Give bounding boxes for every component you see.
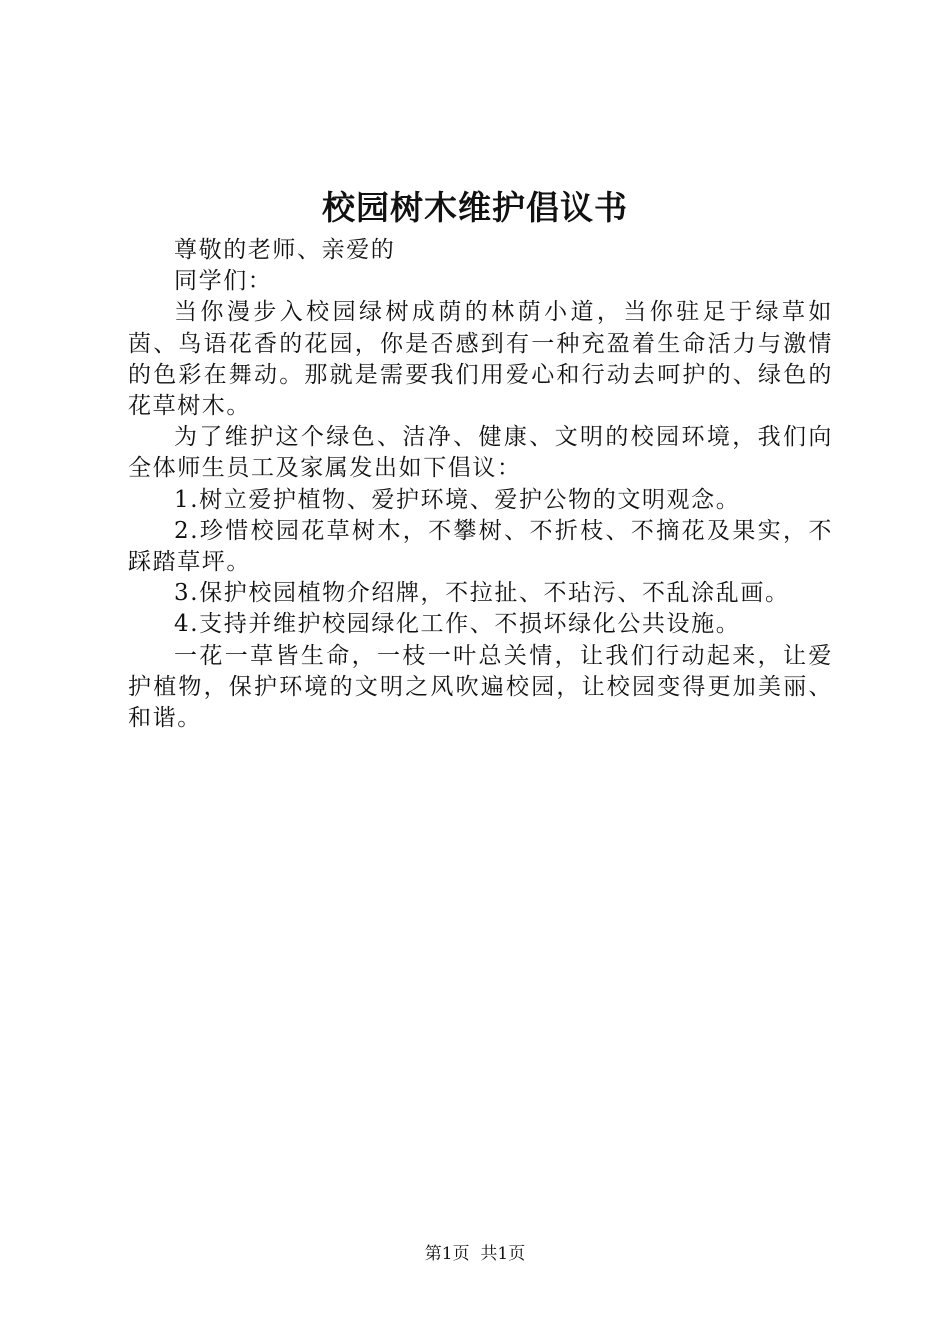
closing-paragraph: 一花一草皆生命，一枝一叶总关情，让我们行动起来，让爱护植物，保护环境的文明之风吹遍校园，让校园变得更加美丽、和谐。 <box>128 642 833 732</box>
proposal-paragraph: 为了维护这个绿色、洁净、健康、文明的校园环境，我们向全体师生员工及家属发出如下倡议： <box>128 424 833 482</box>
proposal-item-4: 4.支持并维护校园绿化工作、不损坏绿化公共设施。 <box>174 611 741 638</box>
page-footer: 第1页 共1页 <box>424 1244 526 1264</box>
salutation-line-1: 尊敬的老师、亲爱的 <box>174 237 396 263</box>
document-title: 校园树木维护倡议书 <box>322 188 628 227</box>
proposal-item-1: 1.树立爱护植物、爱护环境、爱护公物的文明观念。 <box>174 486 741 513</box>
document-body <box>128 235 833 734</box>
proposal-item-2: 2.珍惜校园花草树木，不攀树、不折枝、不摘花及果实，不踩踏草坪。 <box>128 517 833 576</box>
intro-paragraph: 当你漫步入校园绿树成荫的林荫小道，当你驻足于绿草如茵、鸟语花香的花园，你是否感到有一种充盈着生命活力与激情的色彩在舞动。那就是需要我们用爱心和行动去呵护的、绿色的花草树木。 <box>128 299 833 420</box>
salutation-line-2: 同学们： <box>174 268 273 295</box>
proposal-item-3: 3.保护校园植物介绍牌，不拉扯、不玷污、不乱涂乱画。 <box>174 580 790 607</box>
